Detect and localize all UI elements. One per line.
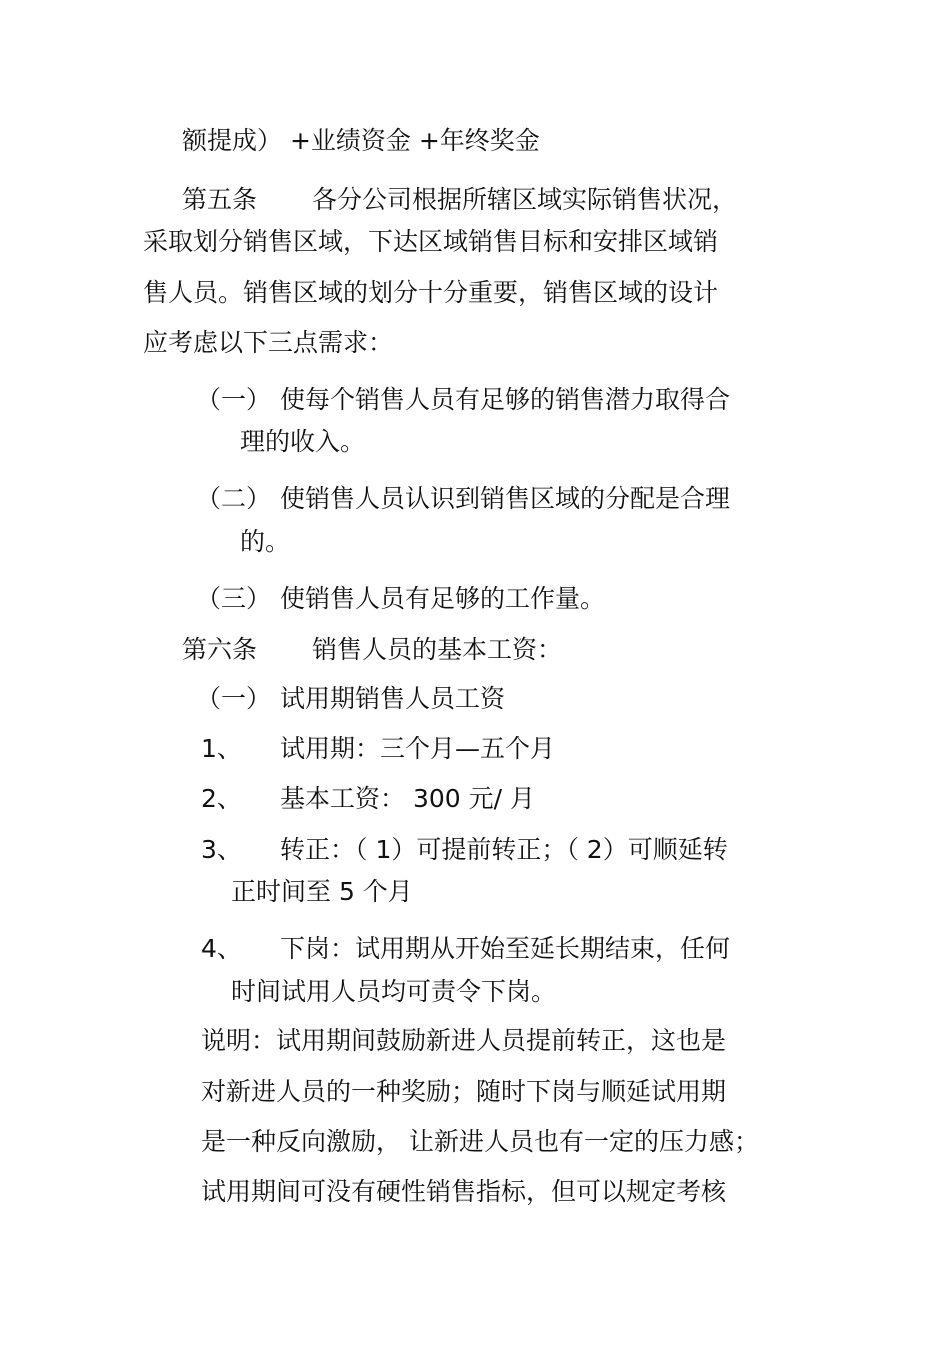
article-6-item-4-line-2: 时间试用人员均可责令下岗。 bbox=[231, 977, 557, 1006]
article-6-item-1-marker: 1、 bbox=[201, 734, 242, 763]
article-5-item-3-marker: （三） bbox=[196, 584, 272, 613]
continuation-line: 额提成） +业绩资金 +年终奖金 bbox=[182, 126, 540, 155]
article-6-item-3-line-2: 正时间至 5 个月 bbox=[231, 877, 413, 906]
article-5-item-2-line-1: 使销售人员认识到销售区域的分配是合理 bbox=[280, 484, 731, 513]
article-6-item-1-line-1: 试用期：三个月—五个月 bbox=[280, 734, 556, 763]
article-5-label: 第五条 bbox=[182, 185, 258, 214]
article-5-line-2: 采取划分销售区域，下达区域销售目标和安排区域销 bbox=[143, 227, 719, 256]
article-6-heading: 销售人员的基本工资： bbox=[312, 635, 563, 664]
article-5-item-1-marker: （一） bbox=[196, 385, 272, 414]
article-6-item-4-line-1: 下岗：试用期从开始至延长期结束，任何 bbox=[280, 934, 731, 963]
article-5-item-3-line-1: 使销售人员有足够的工作量。 bbox=[280, 584, 606, 613]
article-6-item-2-marker: 2、 bbox=[201, 784, 242, 813]
note-line-4: 试用期间可没有硬性销售指标，但可以规定考核 bbox=[201, 1177, 727, 1206]
article-6-item-2-line-1: 基本工资： 300 元/ 月 bbox=[280, 784, 535, 813]
note-line-1: 说明：试用期间鼓励新进人员提前转正，这也是 bbox=[201, 1026, 727, 1055]
note-line-2: 对新进人员的一种奖励；随时下岗与顺延试用期 bbox=[201, 1077, 727, 1106]
article-5-line-4: 应考虑以下三点需求： bbox=[143, 328, 394, 357]
article-6-label: 第六条 bbox=[182, 635, 258, 664]
article-5-line-1: 各分公司根据所辖区域实际销售状况， bbox=[312, 185, 738, 214]
article-5-item-2-line-2: 的。 bbox=[240, 527, 291, 556]
note-line-3: 是一种反向激励， 让新进人员也有一定的压力感； bbox=[201, 1127, 759, 1156]
article-6-item-4-marker: 4、 bbox=[201, 934, 242, 963]
article-6-subsection-text: 试用期销售人员工资 bbox=[280, 684, 506, 713]
article-5-line-3: 售人员。销售区域的划分十分重要，销售区域的设计 bbox=[143, 278, 719, 307]
article-5-item-2-marker: （二） bbox=[196, 484, 272, 513]
article-6-subsection-marker: （一） bbox=[196, 684, 272, 713]
article-6-item-3-line-1: 转正：（ 1）可提前转正；（ 2）可顺延转 bbox=[280, 835, 728, 864]
article-6-item-3-marker: 3、 bbox=[201, 835, 242, 864]
article-5-item-1-line-1: 使每个销售人员有足够的销售潜力取得合 bbox=[280, 385, 731, 414]
article-5-item-1-line-2: 理的收入。 bbox=[240, 427, 366, 456]
